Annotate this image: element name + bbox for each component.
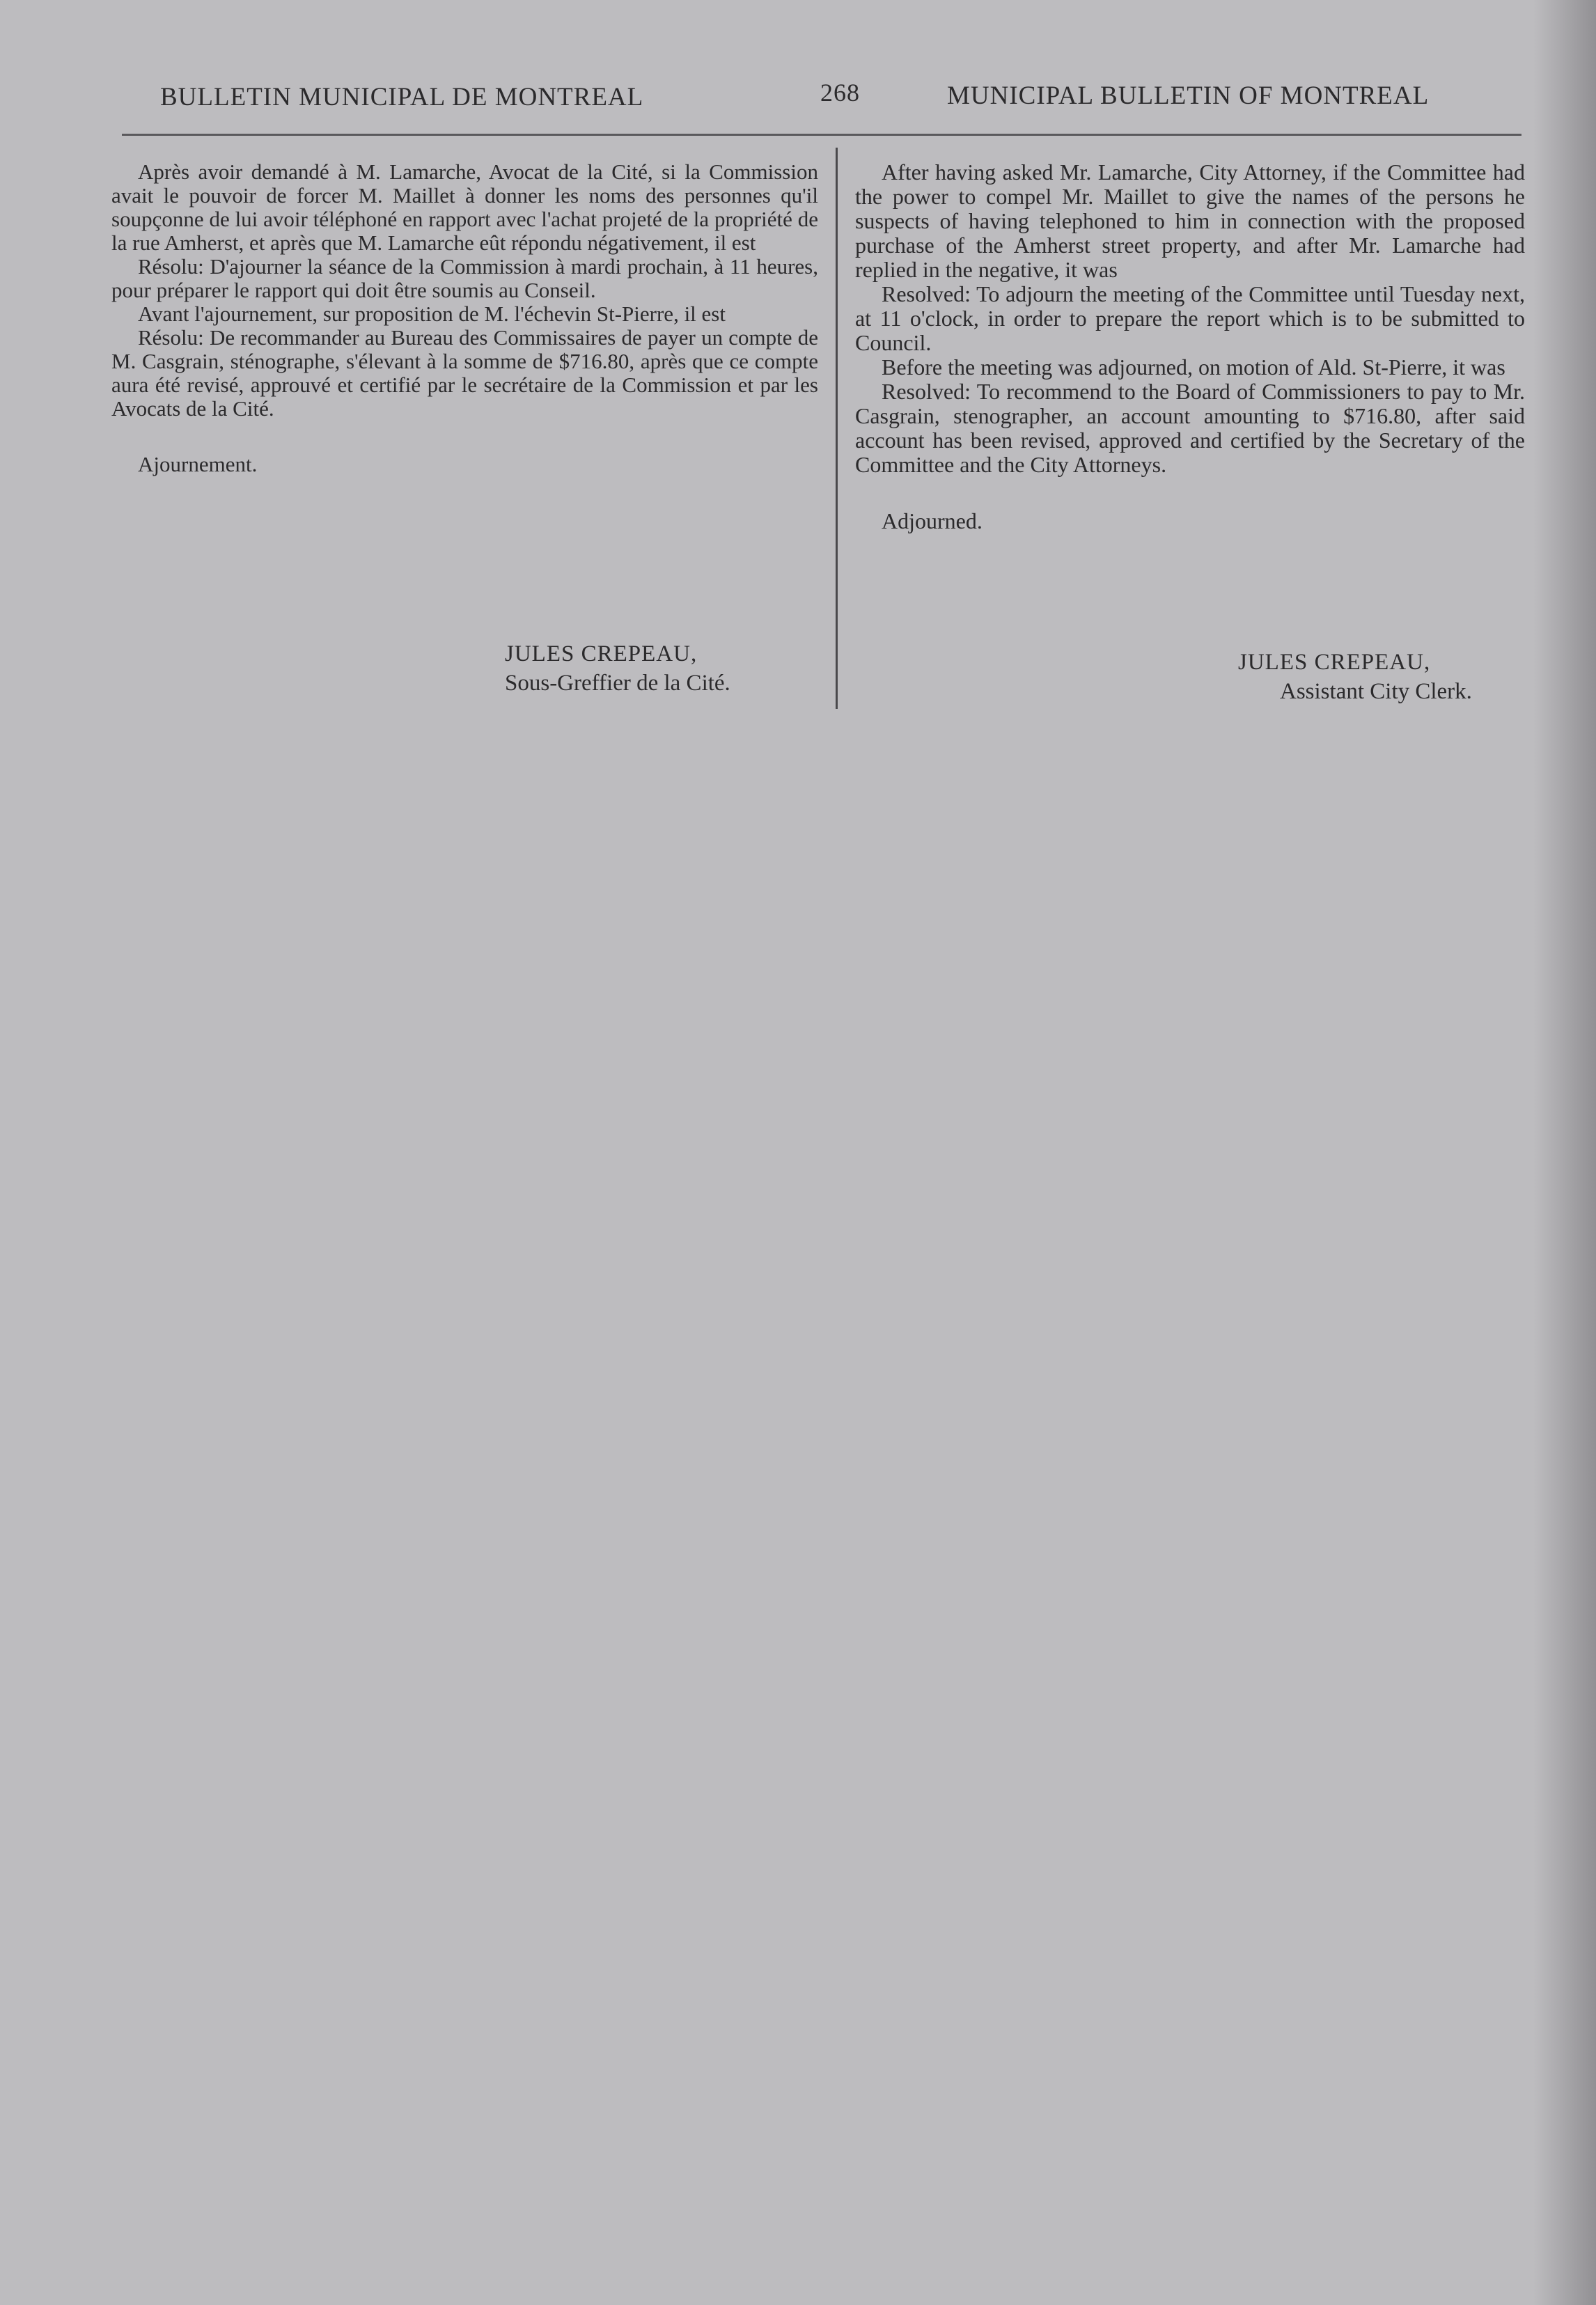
english-signature-name: JULES CREPEAU, bbox=[1238, 650, 1431, 675]
page-edge-shadow bbox=[1533, 0, 1596, 2305]
english-paragraph: Resolved: To recommend to the Board of Commissioners to pay to Mr. Casgrain, stenographer, an account amounting to $716.80, after said account has been revised, approved and certified by the Secretary of the Committee and the City Attorneys. bbox=[855, 379, 1525, 477]
english-signature-title: Assistant City Clerk. bbox=[1280, 679, 1472, 704]
french-adjournment: Ajournement. bbox=[138, 452, 258, 476]
header-english-title: MUNICIPAL BULLETIN OF MONTREAL bbox=[947, 81, 1430, 110]
column-divider bbox=[836, 148, 838, 709]
header-rule bbox=[122, 134, 1521, 136]
header-french-title: BULLETIN MUNICIPAL DE MONTREAL bbox=[160, 83, 644, 111]
french-paragraph: Avant l'ajournement, sur proposition de M. l'échevin St-Pierre, il est bbox=[138, 302, 726, 326]
french-paragraph: Après avoir demandé à M. Lamarche, Avocat de la Cité, si la Commission avait le pouvoir de forcer M. Maillet à donner les noms des personnes qu'il soupçonne de lui avoir téléphoné en rapport avec l'achat projeté de la propriété de la rue Amherst, et après que M. Lamarche eût répondu négativement, il est bbox=[111, 159, 818, 255]
french-signature-name: JULES CREPEAU, bbox=[505, 641, 698, 666]
french-signature bbox=[505, 639, 730, 698]
french-signature-title: Sous-Greffier de la Cité. bbox=[505, 671, 730, 696]
english-paragraph: After having asked Mr. Lamarche, City Attorney, if the Committee had the power to compel Mr. Maillet to give the names of the persons he suspects of having telephoned to him in connection with the proposed purchase of the Amherst street property, and after Mr. Lamarche had replied in the negative, it was bbox=[855, 159, 1525, 282]
french-paragraph: Résolu: De recommander au Bureau des Commissaires de payer un compte de M. Casgrain, sténographe, s'élevant à la somme de $716.80, après que ce compte aura été revisé, approuvé et certifié par le secrétaire de la Commission et par les Avocats de la Cité. bbox=[111, 325, 818, 421]
french-paragraph: Résolu: D'ajourner la séance de la Commission à mardi prochain, à 11 heures, pour préparer le rapport qui doit être soumis au Conseil. bbox=[111, 254, 818, 302]
english-column bbox=[855, 160, 1525, 533]
english-paragraph: Resolved: To adjourn the meeting of the Committee until Tuesday next, at 11 o'clock, in order to prepare the report which is to be submitted to Council. bbox=[855, 281, 1525, 355]
french-column bbox=[111, 160, 818, 476]
english-signature bbox=[1238, 648, 1472, 706]
english-adjournment: Adjourned. bbox=[882, 508, 983, 533]
english-paragraph: Before the meeting was adjourned, on motion of Ald. St-Pierre, it was bbox=[882, 354, 1505, 380]
page-number: 268 bbox=[820, 79, 860, 107]
page-header bbox=[160, 78, 1518, 120]
